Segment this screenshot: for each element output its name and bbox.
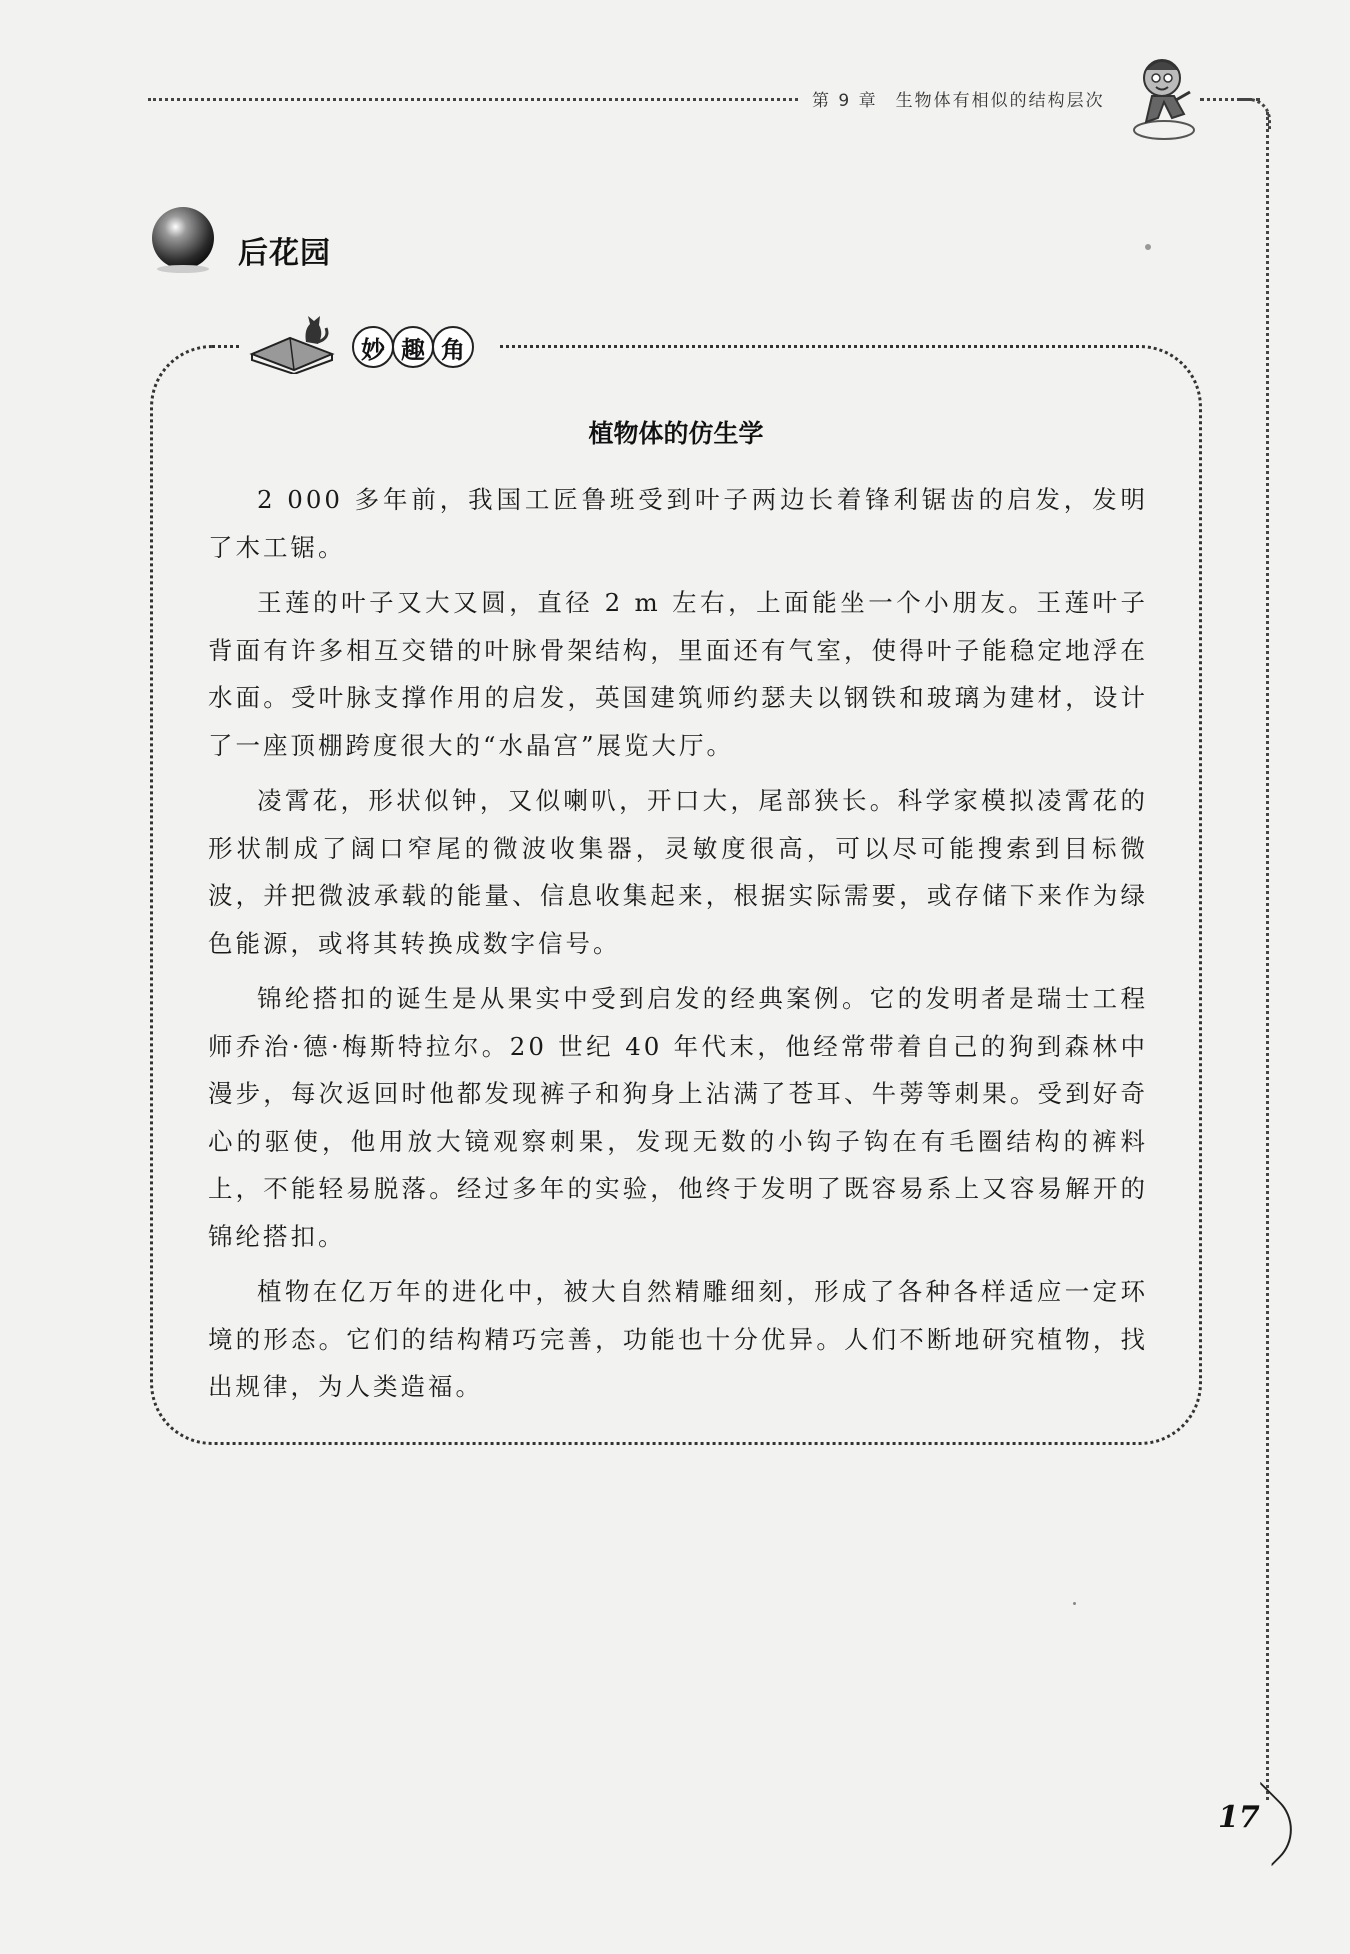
paragraph: 锦纶搭扣的诞生是从果实中受到启发的经典案例。它的发明者是瑞士工程师乔治·德·梅斯特拉尔。20 世纪 40 年代末，他经常带着自己的狗到森林中漫步，每次返回时他都发现裤子和狗身上沾满了苍耳、牛蒡等刺果。受到好奇心的驱使，他用放大镜观察刺果，发现无数的小钩子钩在有毛圈结构的裤料上，不能轻易脱落。经过多年的实验，他终于发明了既容易系上又容易解开的锦纶搭扣。 — [208, 984, 1148, 1251]
section-title: 后花园 — [238, 236, 331, 271]
paragraph: 2 000 多年前，我国工匠鲁班受到叶子两边长着锋利锯齿的启发，发明了木工锯。 — [208, 485, 1148, 562]
speck — [1073, 1602, 1076, 1605]
cartoon-boy-mascot-icon — [1128, 52, 1200, 142]
paragraph: 王莲的叶子又大又圆，直径 2 m 左右，上面能坐一个小朋友。王莲叶子背面有许多相互交错的叶脉骨架结构，里面还有气室，使得叶子能稳定地浮在水面。受叶脉支撑作用的启发，英国建筑师约瑟夫以钢铁和玻璃为建材，设计了一座顶棚跨度很大的“水晶宫”展览大厅。 — [208, 588, 1148, 760]
header-dotted-rule — [148, 98, 798, 101]
chapter-number: 第 9 章 — [812, 91, 878, 111]
article-body — [208, 476, 1148, 1419]
page-number: 17 — [1218, 1800, 1260, 1835]
speck — [1145, 244, 1151, 250]
tab-char-2: 趣 — [392, 326, 434, 368]
chapter-title: 生物体有相似的结构层次 — [895, 91, 1105, 111]
tab-char-1: 妙 — [352, 326, 394, 368]
running-header — [812, 86, 1105, 111]
tab-char-3: 角 — [432, 326, 474, 368]
paragraph: 植物在亿万年的进化中，被大自然精雕细刻，形成了各种各样适应一定环境的形态。它们的结构精巧完善，功能也十分优异。人们不断地研究植物，找出规律，为人类造福。 — [208, 1277, 1148, 1401]
fun-corner-tab — [352, 326, 472, 368]
paragraph: 凌霄花，形状似钟，又似喇叭，开口大，尾部狭长。科学家模拟凌霄花的形状制成了阔口窄尾的微波收集器，灵敏度很高，可以尽可能搜索到目标微波，并把微波承载的能量、信息收集起来，根据实际需要，或存储下来作为绿色能源，或将其转换成数字信号。 — [208, 786, 1148, 958]
article-title: 植物体的仿生学 — [588, 419, 764, 448]
glossy-ball-icon — [148, 205, 218, 275]
right-dotted-border — [1266, 112, 1269, 1800]
open-book-with-cat-icon — [246, 308, 338, 374]
